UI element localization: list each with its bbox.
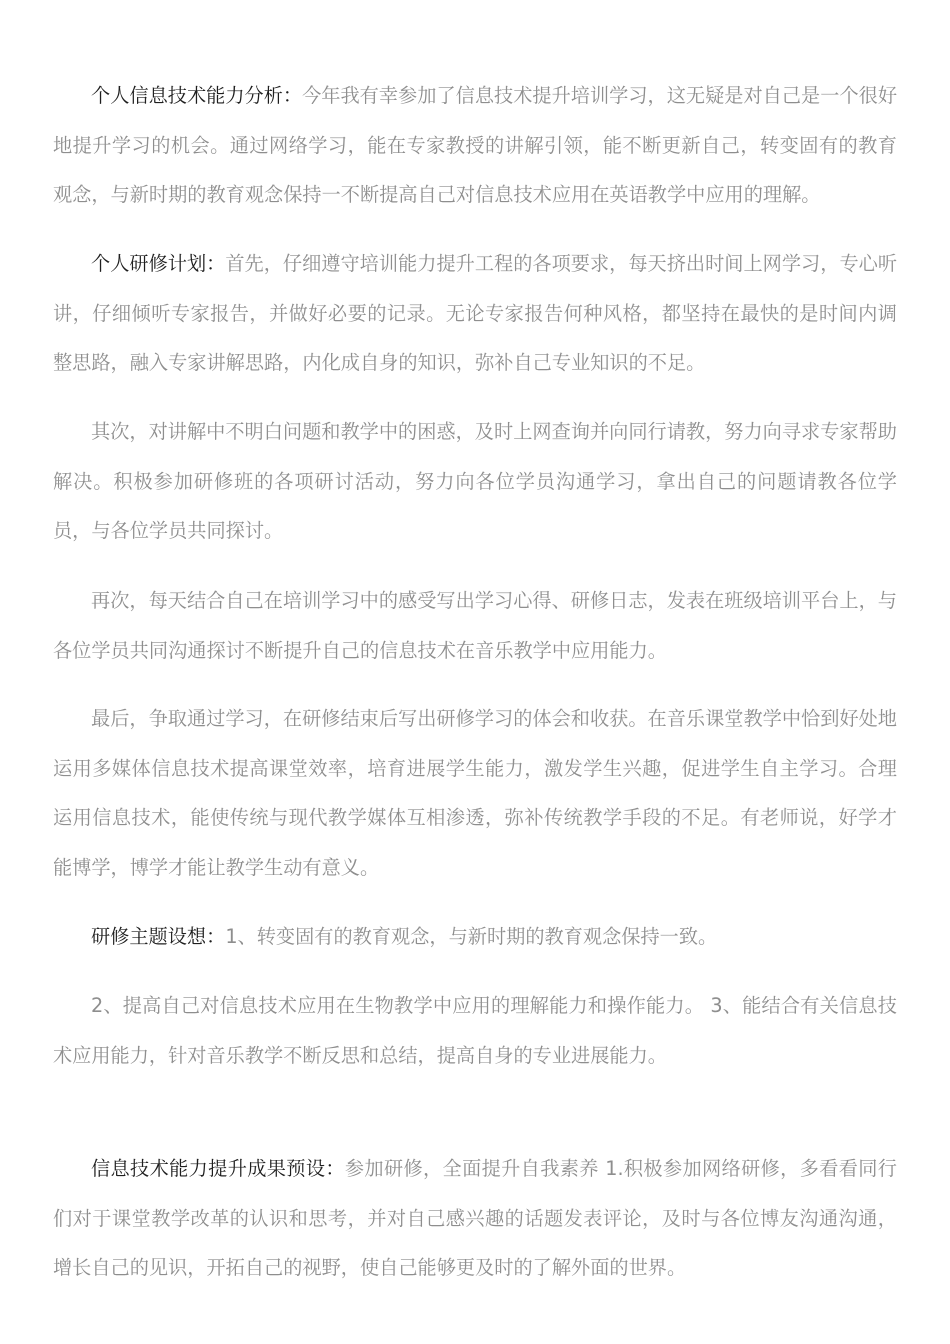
paragraph-ability-analysis bbox=[53, 71, 897, 220]
paragraph-label: 研修主题设想： bbox=[91, 925, 226, 948]
paragraph-text: 今年我有幸参加了信息技术提升培训学习，这无疑是对自己是一个很好地提升学习的机会。通过网络学习，能在专家教授的讲解引领，能不断更新自己，转变固有的教育观念，与新时期的教育观念保持一不断提高自己对信息技术应用在英语教学中应用的理解。 bbox=[53, 84, 898, 206]
paragraph-label: 个人信息技术能力分析： bbox=[91, 84, 303, 107]
paragraph-secondly bbox=[53, 407, 897, 556]
paragraph-text: 参加研修，全面提升自我素养 1.积极参加网络研修，多看看同行们对于课堂教学改革的认识和思考，并对自己感兴趣的话题发表评论，及时与各位博友沟通沟通，增长自己的见识，开拓自己的视野，使自己能够更及时的了解外面的世界。 bbox=[53, 1157, 897, 1279]
paragraph-finally bbox=[53, 694, 897, 892]
paragraph-topic-points bbox=[53, 981, 897, 1080]
paragraph-text: 最后，争取通过学习，在研修结束后写出研修学习的体会和收获。在音乐课堂教学中恰到好处地运用多媒体信息技术提高课堂效率，培育进展学生能力，激发学生兴趣，促进学生自主学习。合理运用信息技术，能使传统与现代教学媒体互相渗透，弥补传统教学手段的不足。有老师说，好学才能博学，博学才能让教学生动有意义。 bbox=[53, 707, 897, 879]
paragraph-thirdly bbox=[53, 576, 897, 675]
paragraph-label: 个人研修计划： bbox=[91, 252, 226, 275]
paragraph-text: 再次，每天结合自己在培训学习中的感受写出学习心得、研修日志，发表在班级培训平台上，与各位学员共同沟通探讨不断提升自己的信息技术在音乐教学中应用能力。 bbox=[53, 589, 897, 662]
paragraph-text: 首先，仔细遵守培训能力提升工程的各项要求，每天挤出时间上网学习，专心听讲，仔细倾听专家报告，并做好必要的记录。无论专家报告何种风格，都坚持在最快的是时间内调整思路，融入专家讲解思路，内化成自身的知识，弥补自己专业知识的不足。 bbox=[53, 252, 898, 374]
paragraph-text: 1、转变固有的教育观念，与新时期的教育观念保持一致。 bbox=[225, 925, 718, 948]
paragraph-study-plan bbox=[53, 239, 897, 388]
paragraph-topic-idea bbox=[53, 912, 897, 962]
paragraph-label: 信息技术能力提升成果预设： bbox=[91, 1157, 345, 1180]
paragraph-text: 2、提高自己对信息技术应用在生物教学中应用的理解能力和操作能力。 3、能结合有关信息技术应用能力，针对音乐教学不断反思和总结，提高自身的专业进展能力。 bbox=[53, 994, 897, 1067]
paragraph-expected-results bbox=[53, 1144, 897, 1293]
paragraph-text: 其次，对讲解中不明白问题和教学中的困惑，及时上网查询并向同行请教，努力向寻求专家帮助解决。积极参加研修班的各项研讨活动，努力向各位学员沟通学习，拿出自己的问题请教各位学员，与各位学员共同探讨。 bbox=[53, 420, 897, 542]
